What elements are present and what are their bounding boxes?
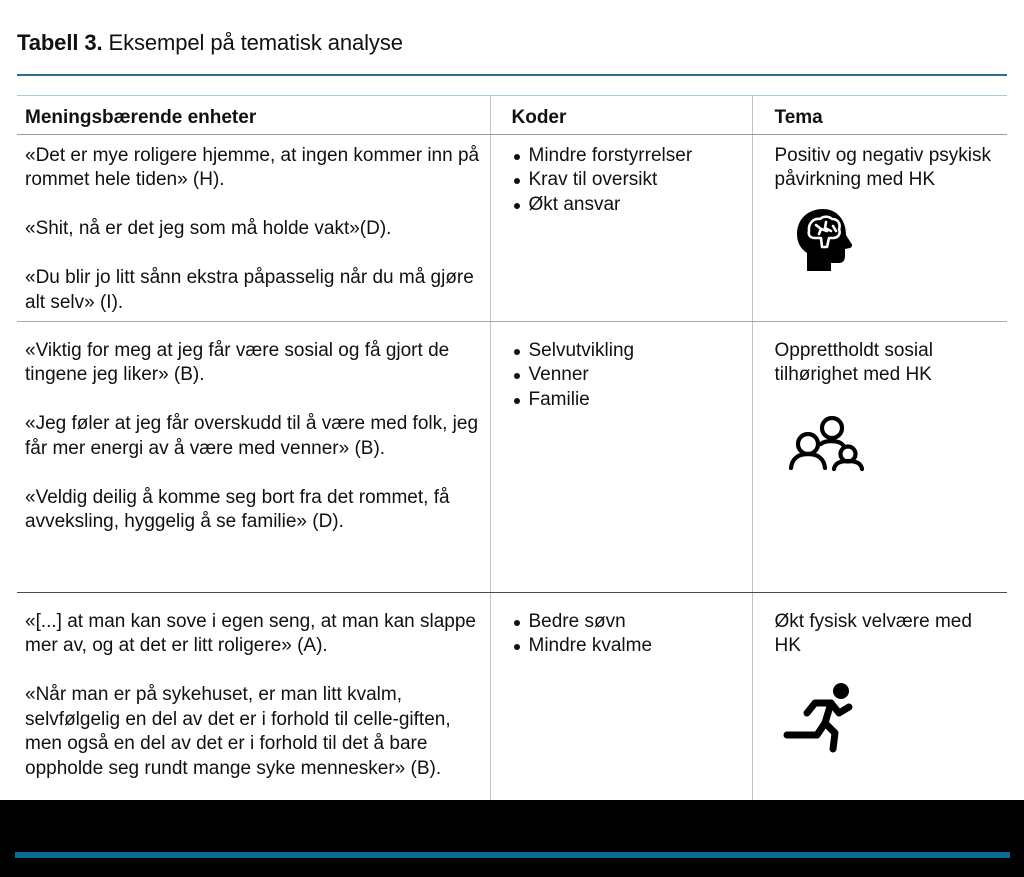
table-caption xyxy=(17,28,403,58)
codes-list xyxy=(512,610,744,659)
quote: «Jeg føler at jeg får overskudd til å være med folk, jeg får mer energi av å være med venner» (B). xyxy=(25,413,479,459)
theme-cell xyxy=(752,592,1007,832)
theme-cell xyxy=(752,134,1007,321)
table-row xyxy=(17,592,1007,832)
quote: «Shit, nå er det jeg som må holde vakt»(D). xyxy=(25,218,392,239)
theme-label: Økt fysisk velvære med HK xyxy=(774,610,972,656)
code-item: Familie xyxy=(512,388,744,413)
meaning-units-cell xyxy=(17,134,490,321)
caption-title: Eksempel på tematisk analyse xyxy=(108,30,403,55)
quote: «Når man er på sykehuset, er man litt kvalm, selvfølgelig en del av det er i forhold til celle-giften, men også en del av det er i forhold til det å bare oppholde seg rundt mange syke mennesker» (B). xyxy=(25,684,451,779)
caption-label: Tabell 3. xyxy=(17,30,103,55)
codes-list xyxy=(512,339,744,413)
table-header-row xyxy=(17,96,1007,134)
header-meaning-units: Meningsbærende enheter xyxy=(17,96,490,134)
header-codes: Koder xyxy=(490,96,752,134)
quote: «[...] at man kan sove i egen seng, at man kan slappe mer av, og at det er litt roligere» (A). xyxy=(25,610,476,656)
table-row xyxy=(17,134,1007,321)
black-band xyxy=(0,800,1024,877)
theme-label: Positiv og negativ psykisk påvirkning med HK xyxy=(774,144,991,190)
theme-cell xyxy=(752,321,1007,592)
code-item: Venner xyxy=(512,363,744,388)
code-item: Selvutvikling xyxy=(512,339,744,364)
code-item: Mindre kvalme xyxy=(512,634,744,659)
code-item: Bedre søvn xyxy=(512,610,744,635)
header-theme: Tema xyxy=(752,96,1007,134)
meaning-units-cell xyxy=(17,592,490,832)
people-group-icon xyxy=(787,414,869,472)
bottom-rule xyxy=(15,852,1010,858)
table-row xyxy=(17,321,1007,592)
thematic-analysis-table xyxy=(17,96,1007,832)
brain-head-icon xyxy=(795,207,855,273)
meaning-units-cell xyxy=(17,321,490,592)
running-person-icon xyxy=(783,681,863,757)
codes-cell xyxy=(490,134,752,321)
quote: «Du blir jo litt sånn ekstra påpasselig når du må gjøre alt selv» (I). xyxy=(25,267,474,313)
code-item: Krav til oversikt xyxy=(512,168,744,193)
quote: «Det er mye roligere hjemme, at ingen kommer inn på rommet hele tiden» (H). xyxy=(25,144,480,190)
caption-rule xyxy=(17,74,1007,76)
quote: «Viktig for meg at jeg får være sosial og få gjort de tingene jeg liker» (B). xyxy=(25,339,450,385)
code-item: Økt ansvar xyxy=(512,193,744,218)
codes-list xyxy=(512,144,744,218)
codes-cell xyxy=(490,592,752,832)
quote: «Veldig deilig å komme seg bort fra det rommet, få avveksling, hyggelig å se familie» (D). xyxy=(25,486,450,532)
theme-label: Opprettholdt sosial tilhørighet med HK xyxy=(774,339,933,385)
codes-cell xyxy=(490,321,752,592)
code-item: Mindre forstyrrelser xyxy=(512,144,744,169)
